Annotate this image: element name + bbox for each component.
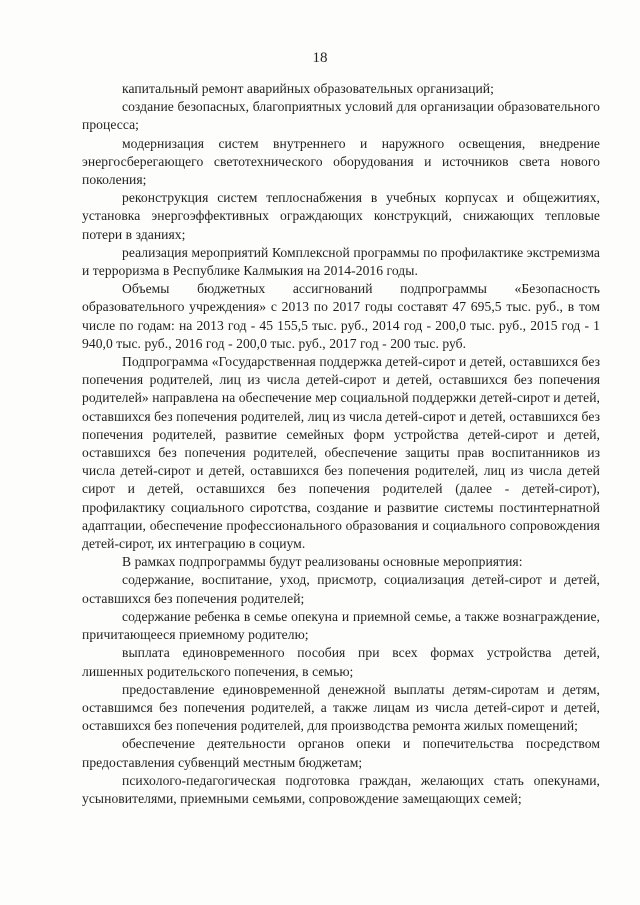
paragraph: психолого-педагогическая подготовка граждан, желающих стать опекунами, усыновителями, приемными семьями, сопровождение замещающих семей; (82, 772, 600, 806)
paragraph: выплата единовременного пособия при всех формах устройства детей, лишенных родительского попечения, в семью; (82, 645, 600, 679)
paragraph: обеспечение деятельности органов опеки и попечительства посредством предоставления субвенций местным бюджетам; (82, 736, 600, 770)
paragraph: содержание ребенка в семье опекуна и приемной семье, а также вознаграждение, причитающееся приемному родителю; (82, 608, 600, 643)
paragraph: модернизация систем внутреннего и наружного освещения, внедрение энергосберегающего светотехнического оборудования и источников света нового поколения; (82, 135, 600, 188)
paragraph: В рамках подпрограммы будут реализованы основные мероприятия: (122, 554, 523, 570)
paragraph: создание безопасных, благоприятных условий для организации образовательного процесса; (82, 99, 600, 133)
paragraph: содержание, воспитание, уход, присмотр, социализация детей-сирот и детей, оставшихся без попечения родителей; (82, 572, 600, 606)
body-text (82, 80, 600, 808)
paragraph: реализация мероприятий Комплексной программы по профилактике экстремизма и терроризма в Республике Калмыкия на 2014-2016 годы. (82, 244, 600, 279)
paragraph: предоставление единовременной денежной выплаты детям-сиротам и детям, оставшимся без попечения родителей, а также лицам из числа детей-сирот и детей, оставшихся без попечения родителей, для производства ремонта жилых помещений; (82, 681, 600, 734)
paragraph: капитальный ремонт аварийных образовательных организаций; (122, 81, 494, 96)
paragraph: реконструкция систем теплоснабжения в учебных корпусах и общежитиях, установка энергоэффективных ограждающих конструкций, снижающих тепловые потери в зданиях; (82, 190, 600, 242)
page-number: 18 (312, 50, 328, 66)
paragraph: Объемы бюджетных ассигнований подпрограммы «Безопасность образовательного учреждения» с 2013 по 2017 годы составят 47 695,5 тыс. руб., в том числе по годам: на 2013 год - 45 155,5 тыс. руб., 2014 год - 200,0 тыс. руб., 2015 год - 1 940,0 тыс. руб., 2016 год - 200,0 тыс. руб., 2017 год - 200 тыс. руб. (82, 281, 600, 351)
paragraph: Подпрограмма «Государственная поддержка детей-сирот и детей, оставшихся без попечения родителей, лиц из числа детей-сирот и детей, оставшихся без попечения родителей» направлена на обеспечение мер социальной поддержки детей-сирот и детей, оставшихся без попечения родителей, лиц из числа детей-сирот и детей, оставшихся без попечения родителей, развитие семейных форм устройства детей-сирот и детей, оставшихся без попечения родителей, обеспечение защиты прав воспитанников из числа детей-сирот и детей, оставшихся без попечения родителей, лиц из числа детей сирот и детей, оставшихся без попечения родителей (далее - детей-сирот), профилактику социального сиротства, создание и развитие системы постинтернатной адаптации, обеспечение профессионального образования и социального сопровождения детей-сирот, их интеграцию в социум. (82, 354, 600, 552)
